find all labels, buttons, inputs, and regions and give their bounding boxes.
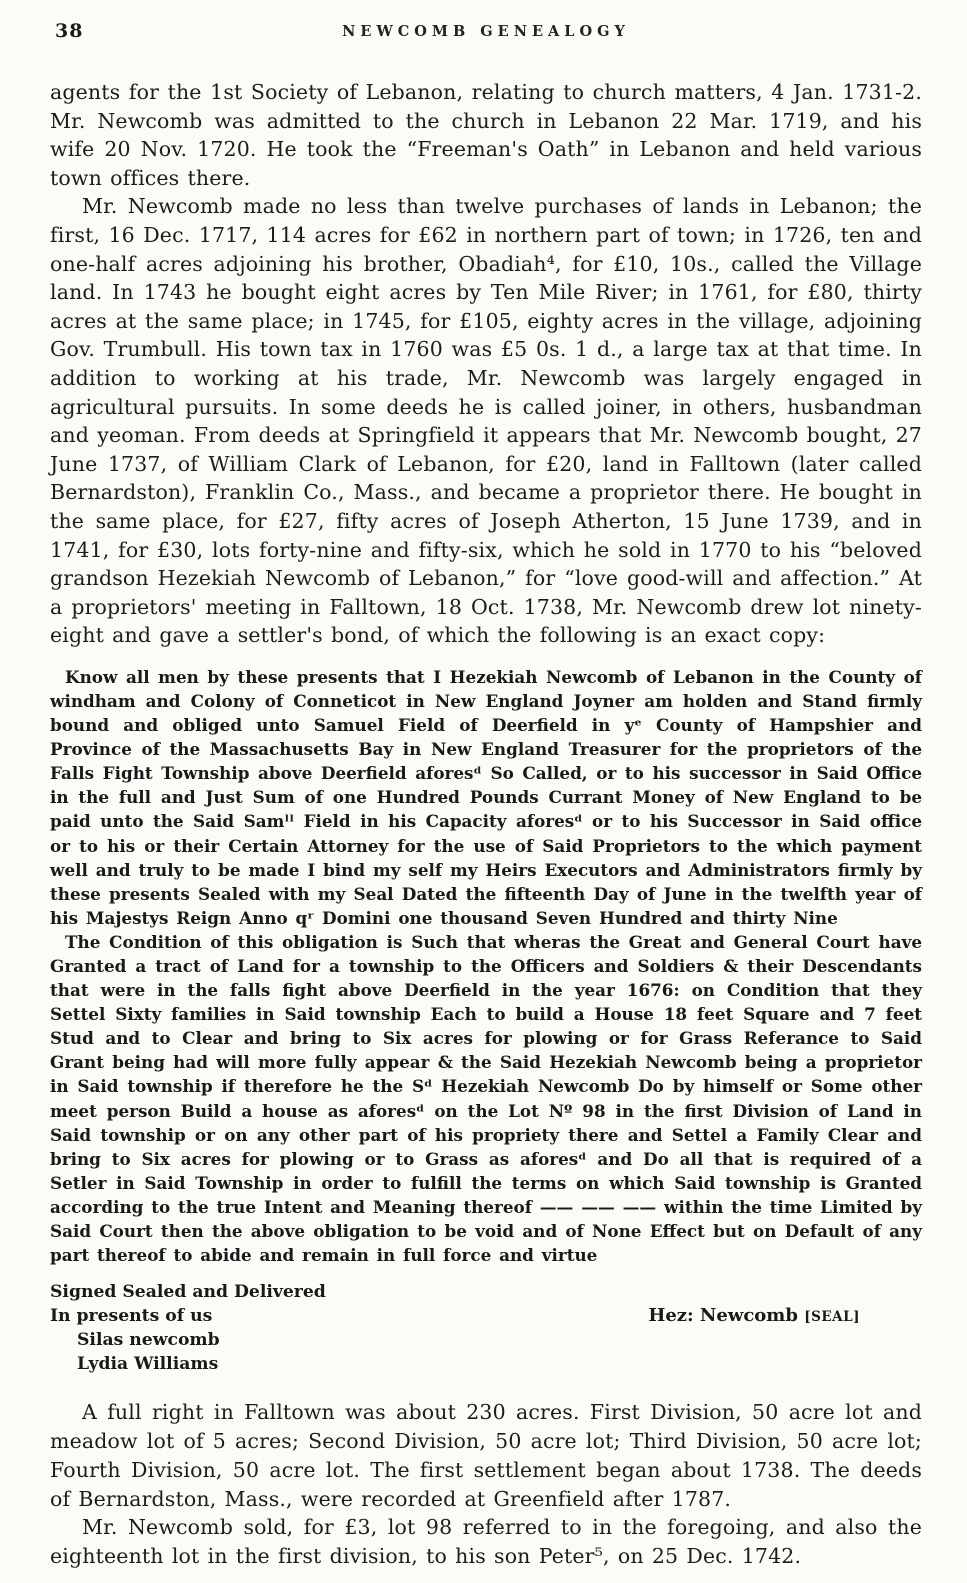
page-number: 38	[55, 20, 84, 42]
closing-paragraph-1: A full right in Falltown was about 230 acres. First Division, 50 acre lot and meadow lot of 5 acres; Second Division, 50 acre lot; Third Division, 50 acre lot; Fourth Division, 50 acre lot. The first settlement began about 1738. The deeds of Bernardston, Mass., were recorded at Greenfield after 1787.	[50, 1400, 922, 1511]
body-paragraph-1: agents for the 1st Society of Lebanon, relating to church matters, 4 Jan. 1731-2. Mr. Newcomb was admitted to the church in Lebanon 22 Mar. 1719, and his wife 20 Nov. 1720. He took the “Freeman's Oath” in Lebanon and held various town offices there.	[50, 80, 922, 190]
bond-paragraph-2: The Condition of this obligation is Such that wheras the Great and General Court have Granted a tract of Land for a township to the Officers and Soldiers & their Descendants that were in the falls fight above Deerfield in the year 1676: on Condition that they Settel Sixty families in Said township Each to build a House 18 feet Square and 7 feet Stud and to Clear and bring to Six acres for plowing or for Grass Referance to Said Grant being had will more fully appear & the Said Hezekiah Newcomb being a proprietor in Said township if therefore he the Sᵈ Hezekiah Newcomb Do by himself or Some other meet person Build a house as aforesᵈ on the Lot Nº 98 in the first Division of Land in Said township or on any other part of his propriety there and Settel a Family Clear and bring to Six acres for plowing or to Grass as aforesᵈ and Do all that is required of a Setler in Said Township in order to fulfill the terms on which Said township is Granted according to the true Intent and Meaning thereof —— —— —— within the time Limited by Said Court then the above obligation to be void and of None Effect but on Default of any part thereof to abide and remain in full force and virtue	[50, 931, 922, 1266]
signer-line	[648, 1304, 860, 1329]
seal-mark: [SEAL]	[804, 1309, 860, 1326]
main-text	[50, 78, 922, 650]
signature-line-2: In presents of us	[50, 1306, 213, 1327]
body-paragraph-2: Mr. Newcomb made no less than twelve purchases of lands in Lebanon; the first, 16 Dec. 1717, 114 acres for £62 in northern part of town; in 1726, ten and one-half acres adjoining his brother, Obadiah⁴, for £10, 10s., called the Village land. In 1743 he bought eight acres by Ten Mile River; in 1761, for £80, thirty acres at the same place; in 1745, for £105, eighty acres in the village, adjoining Gov. Trumbull. His town tax in 1760 was £5 0s. 1 d., a large tax at that time. In addition to working at his trade, Mr. Newcomb was largely engaged in agricultural pursuits. In some deeds he is called joiner, in others, husbandman and yeoman. From deeds at Springfield it appears that Mr. Newcomb bought, 27 June 1737, of William Clark of Lebanon, for £20, land in Falltown (later called Bernardston), Franklin Co., Mass., and became a proprietor there. He bought in the same place, for £27, fifty acres of Joseph Atherton, 15 June 1739, and in 1741, for £30, lots forty-nine and fifty-six, which he sold in 1770 to his “beloved grandson Hezekiah Newcomb of Lebanon,” for “love good-will and affection.” At a proprietors' meeting in Falltown, 18 Oct. 1738, Mr. Newcomb drew lot ninety-eight and gave a settler's bond, of which the following is an exact copy:	[50, 194, 922, 648]
witness-name-2: Lydia Williams	[77, 1354, 219, 1375]
signer-name: Hez: Newcomb	[648, 1305, 798, 1327]
witness-name-1: Silas newcomb	[77, 1330, 220, 1351]
signature-row	[50, 1304, 922, 1328]
running-header	[50, 20, 922, 46]
closing-paragraph-2: Mr. Newcomb sold, for £3, lot 98 referred to in the foregoing, and also the eighteenth lot in the first division, to his son Peter⁵, on 25 Dec. 1742.	[50, 1515, 922, 1569]
closing-text	[50, 1398, 922, 1571]
signature-line-1: Signed Sealed and Delivered	[50, 1282, 326, 1303]
running-header-title: NEWCOMB GENEALOGY	[342, 23, 630, 40]
settlers-bond-quote	[50, 665, 922, 1267]
signature-block	[50, 1280, 922, 1376]
bond-paragraph-1: Know all men by these presents that I Hezekiah Newcomb of Lebanon in the County of windham and Colony of Conneticot in New England Joyner am holden and Stand firmly bound and obliged unto Samuel Field of Deerfield in yᵉ County of Hampshier and Province of the Massachusetts Bay in New England Treasurer for the proprietors of the Falls Fight Township above Deerfield aforesᵈ So Called, or to his successor in Said Office in the full and Just Sum of one Hundred Pounds Currant Money of New England to be paid unto the Said Samˡˡ Field in his Capacity aforesᵈ or to his Successor in Said office or to his or their Certain Attorney for the use of Said Proprietors to the which payment well and truly to be made I bind my self my Heirs Executors and Administrators firmly by these presents Sealed with my Seal Dated the fifteenth Day of June in the twelfth year of his Majestys Reign Anno qʳ Domini one thousand Seven Hundred and thirty Nine	[50, 666, 922, 928]
